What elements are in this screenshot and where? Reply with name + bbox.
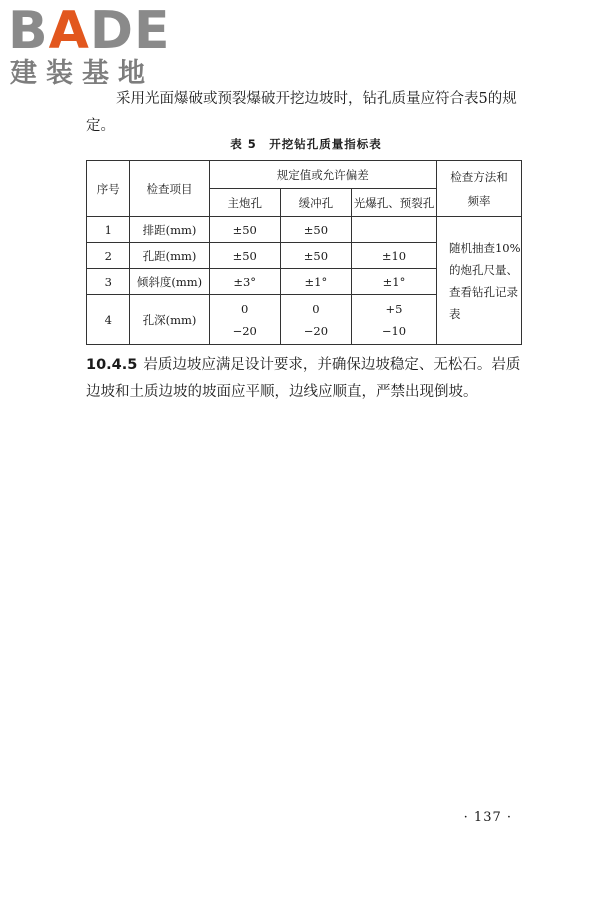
header-seq: 序号 xyxy=(87,161,130,217)
row-buffer-upper: 0 xyxy=(312,301,320,316)
row-item: 孔深(mm) xyxy=(130,295,209,345)
section-text: 岩质边坡应满足设计要求，并确保边坡稳定、无松石。岩质边坡和土质边坡的坡面应平顺，边线应顺直，严禁出现倒坡。 xyxy=(86,357,521,400)
row-buffer: ±50 xyxy=(280,243,351,269)
section-number: 10.4.5 xyxy=(86,357,138,373)
row-item: 倾斜度(mm) xyxy=(130,269,209,295)
row-main xyxy=(209,295,280,345)
row-seq: 2 xyxy=(87,243,130,269)
row-main: ±50 xyxy=(209,243,280,269)
row-smooth-upper: +5 xyxy=(385,301,403,316)
row-seq: 4 xyxy=(87,295,130,345)
table-caption: 表 5 开挖钻孔质量指标表 xyxy=(230,137,382,151)
header-main-hole: 主炮孔 xyxy=(209,189,280,217)
intro-paragraph: 采用光面爆破或预裂爆破开挖边坡时，钻孔质量应符合表5的规定。 xyxy=(86,91,517,134)
row-seq: 1 xyxy=(87,217,130,243)
row-buffer: ±1° xyxy=(280,269,351,295)
header-allowed-group: 规定值或允许偏差 xyxy=(209,161,436,189)
row-item: 孔距(mm) xyxy=(130,243,209,269)
row-seq: 3 xyxy=(87,269,130,295)
header-item: 检查项目 xyxy=(130,161,209,217)
header-method-label: 检查方法和频率 xyxy=(450,169,508,208)
page-number: · 137 · xyxy=(463,810,512,825)
bade-watermark-logo xyxy=(8,1,178,94)
table-row xyxy=(87,217,522,243)
watermark-subtitle: 建装基地 xyxy=(10,58,154,89)
row-buffer-lower: −20 xyxy=(303,323,329,338)
watermark-brand xyxy=(8,1,171,61)
drilling-quality-table xyxy=(86,160,522,345)
watermark-brand-right: DE xyxy=(89,1,171,61)
table-header-row xyxy=(87,161,522,189)
header-method xyxy=(436,161,521,217)
watermark-brand-left: B xyxy=(8,1,49,61)
row-smooth: ±1° xyxy=(352,269,437,295)
row-smooth-lower: −10 xyxy=(381,323,407,338)
method-cell xyxy=(436,217,521,345)
row-main: ±3° xyxy=(209,269,280,295)
header-buffer-hole: 缓冲孔 xyxy=(280,189,351,217)
method-note: 随机抽查10%的炮孔尺量、查看钻孔记录表 xyxy=(448,240,521,321)
row-smooth xyxy=(352,295,437,345)
row-buffer: ±50 xyxy=(280,217,351,243)
row-smooth: ±10 xyxy=(352,243,437,269)
section-paragraph xyxy=(86,352,526,406)
row-smooth xyxy=(352,217,437,243)
row-item: 排距(mm) xyxy=(130,217,209,243)
row-main-lower: −20 xyxy=(232,323,257,338)
row-main: ±50 xyxy=(209,217,280,243)
header-smooth-presplit-hole: 光爆孔、预裂孔 xyxy=(352,189,437,217)
row-main-upper: 0 xyxy=(241,301,249,316)
watermark-brand-accent: A xyxy=(48,1,90,61)
row-buffer xyxy=(280,295,351,345)
